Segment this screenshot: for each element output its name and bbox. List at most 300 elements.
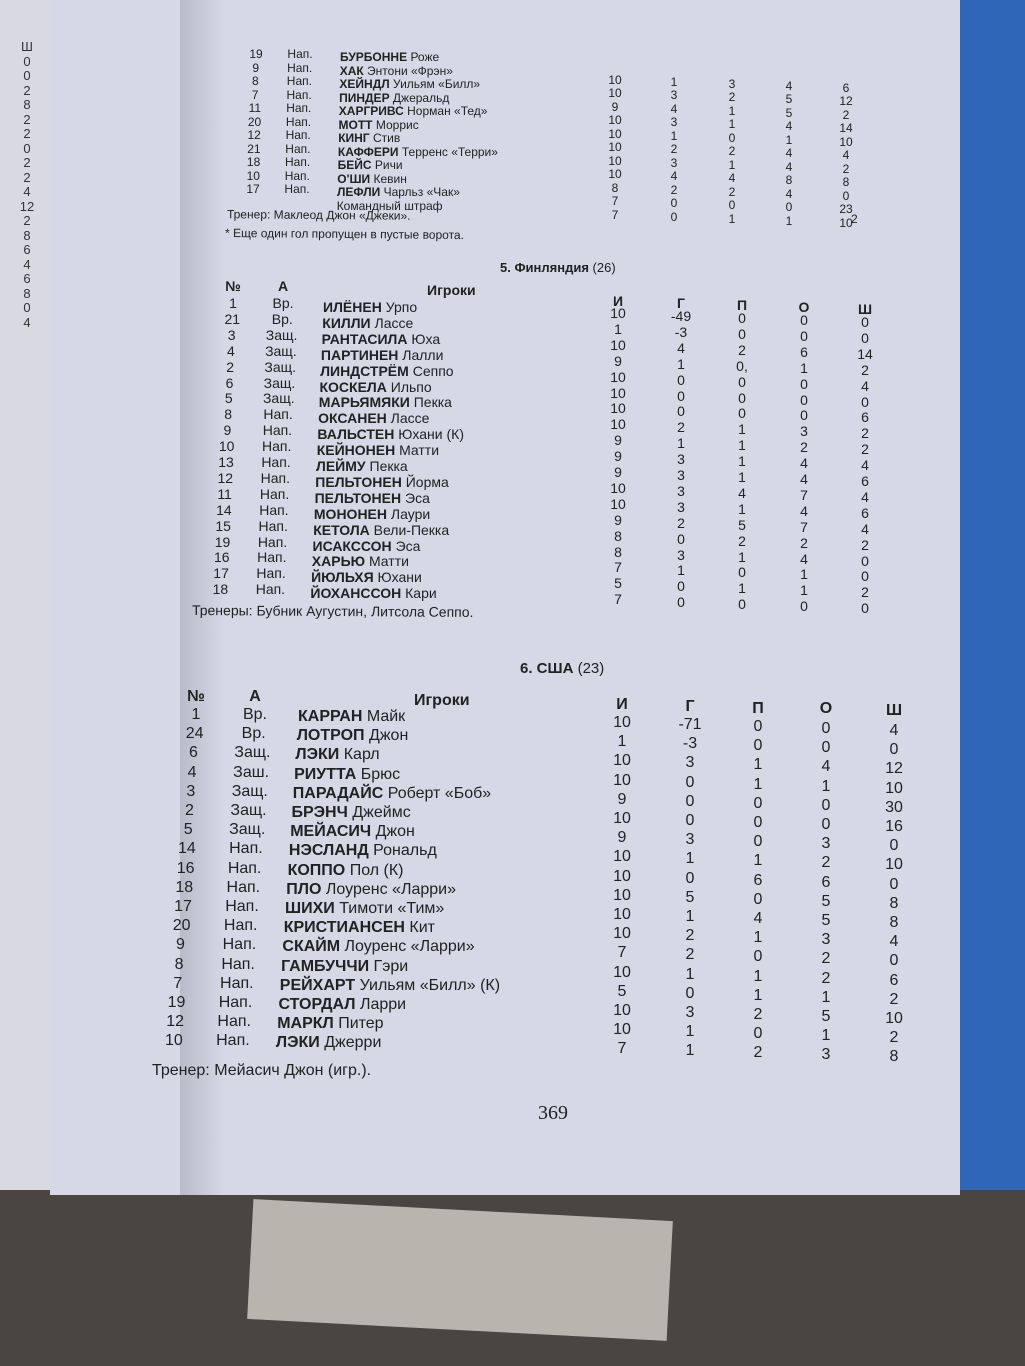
stat-g: 0 bbox=[685, 984, 695, 1002]
stat-o: 4 bbox=[785, 146, 793, 160]
stat-i: 7 bbox=[617, 944, 627, 962]
stat-i: 5 bbox=[617, 982, 627, 1000]
col-no-header: № bbox=[187, 688, 205, 705]
player-surname: БУРБОННЕ bbox=[340, 50, 408, 64]
stat-p: 2 bbox=[738, 341, 746, 358]
stat-o: 0 bbox=[821, 796, 831, 814]
player-position: Нап. bbox=[287, 60, 313, 75]
stat-p: 3 bbox=[728, 76, 736, 91]
stat-p: 0 bbox=[738, 564, 746, 581]
stat-p: 2 bbox=[728, 144, 736, 158]
stat-p: 0 bbox=[728, 130, 736, 145]
player-number: 11 bbox=[248, 101, 262, 115]
player-number: 5 bbox=[224, 390, 233, 407]
player-position: Нап. bbox=[257, 549, 287, 566]
player-position: Нап. bbox=[259, 485, 290, 502]
player-given-name: Лаури bbox=[390, 505, 431, 522]
col-g-header: Г bbox=[685, 698, 695, 715]
stat-p: 0 bbox=[738, 596, 746, 613]
player-name bbox=[286, 881, 456, 899]
player-position: Нап. bbox=[284, 168, 310, 183]
col-p-header: П bbox=[752, 700, 764, 717]
stat-sh: 0 bbox=[861, 568, 869, 585]
stat-p: 1 bbox=[728, 211, 736, 226]
stat-p: 2 bbox=[738, 532, 746, 549]
stat-p: 0 bbox=[738, 373, 746, 390]
player-number: 24 bbox=[185, 725, 204, 743]
player-position: Нап. bbox=[216, 1032, 250, 1050]
stat-g: 0 bbox=[670, 196, 678, 210]
stat-p: 2 bbox=[753, 1006, 763, 1023]
player-number: 12 bbox=[166, 1013, 185, 1031]
player-number: 20 bbox=[247, 114, 262, 129]
stat-o: 3 bbox=[821, 835, 831, 853]
stat-sh: 23 bbox=[839, 202, 853, 216]
stat-i: 10 bbox=[613, 963, 631, 981]
col-pos-header: А bbox=[277, 278, 289, 294]
stat-g: 0 bbox=[685, 773, 695, 791]
stat-i: 10 bbox=[610, 495, 626, 512]
player-name bbox=[310, 585, 436, 601]
player-surname: МЕЙАСИЧ bbox=[290, 823, 372, 841]
player-name bbox=[293, 785, 491, 803]
player-given-name: Кари bbox=[405, 585, 437, 602]
player-name bbox=[318, 410, 429, 426]
player-number: 18 bbox=[212, 581, 229, 598]
stat-g: 2 bbox=[670, 182, 678, 197]
finland-count: (26) bbox=[592, 260, 616, 275]
stat-o: 1 bbox=[800, 582, 808, 599]
player-given-name: Йорма bbox=[405, 473, 449, 490]
col-o-header: О bbox=[819, 700, 833, 717]
player-surname: ОКСАНЕН bbox=[318, 410, 387, 427]
player-position: Нап. bbox=[285, 114, 312, 129]
stat-i: 10 bbox=[610, 368, 626, 385]
col-g-header: Г bbox=[677, 295, 685, 311]
col-players-header: Игроки bbox=[414, 692, 470, 709]
player-given-name: Лоуренс «Ларри» bbox=[344, 938, 475, 956]
stat-g: 3 bbox=[670, 155, 678, 170]
player-position: Защ. bbox=[265, 326, 298, 343]
player-given-name: Джерри bbox=[324, 1034, 382, 1052]
player-given-name: Лалли bbox=[402, 346, 444, 363]
stat-g: -3 bbox=[674, 323, 688, 340]
player-surname: ПЛО bbox=[286, 880, 322, 898]
left-page-char: 6 bbox=[23, 242, 31, 257]
player-name bbox=[322, 315, 413, 331]
stat-o: 8 bbox=[785, 173, 793, 187]
finland-title-text: 5. Финляндия bbox=[500, 260, 589, 275]
stat-o: 4 bbox=[800, 455, 808, 472]
player-name bbox=[317, 426, 464, 442]
stat-o: 0 bbox=[785, 200, 793, 214]
player-number: 3 bbox=[227, 326, 236, 343]
player-position: Нап. bbox=[255, 581, 286, 598]
left-page-char: 0 bbox=[23, 300, 31, 315]
player-name bbox=[290, 823, 415, 841]
stat-sh: 2 bbox=[861, 441, 869, 458]
stat-o: 1 bbox=[821, 1027, 831, 1045]
player-number: 12 bbox=[217, 469, 234, 486]
stat-p: 4 bbox=[738, 484, 746, 501]
player-number: 5 bbox=[183, 821, 193, 839]
finland-title bbox=[500, 260, 616, 275]
player-given-name: Уильям «Билл» (К) bbox=[359, 976, 501, 994]
player-name bbox=[276, 1034, 382, 1052]
player-name bbox=[320, 363, 453, 379]
player-given-name: Матти bbox=[368, 553, 409, 570]
stat-g: -49 bbox=[670, 308, 692, 324]
stat-g: 0 bbox=[677, 578, 685, 595]
player-surname: ВАЛЬСТЕН bbox=[317, 426, 395, 443]
stat-i: 10 bbox=[613, 848, 631, 866]
stat-sh: 4 bbox=[861, 457, 869, 474]
stat-o: 4 bbox=[785, 78, 793, 93]
stat-o: 7 bbox=[800, 518, 808, 535]
stat-o: 7 bbox=[800, 486, 808, 503]
player-number: 10 bbox=[246, 168, 260, 183]
player-given-name: Урпо bbox=[385, 299, 418, 315]
player-given-name: Рональд bbox=[373, 842, 437, 860]
player-name bbox=[337, 172, 407, 186]
left-page-char: 2 bbox=[23, 169, 31, 185]
player-name bbox=[297, 727, 409, 745]
stat-sh: 0 bbox=[889, 952, 899, 970]
player-number: 21 bbox=[247, 141, 261, 156]
player-position: Нап. bbox=[260, 469, 290, 486]
player-number: 17 bbox=[246, 182, 260, 196]
paper-scrap bbox=[247, 1199, 673, 1341]
stat-sh: 6 bbox=[842, 80, 850, 95]
player-position: Защ. bbox=[230, 802, 267, 819]
left-page-char: 0 bbox=[23, 53, 31, 69]
player-given-name: Лассе bbox=[390, 410, 430, 427]
team4-footnote: * Еще один гол пропущен в пустые ворота. bbox=[224, 225, 465, 243]
stat-i: 10 bbox=[608, 86, 622, 100]
stat-o: 3 bbox=[800, 423, 808, 440]
player-name bbox=[292, 804, 411, 822]
stat-i: 10 bbox=[613, 714, 631, 731]
stat-p: 0 bbox=[738, 389, 746, 406]
player-name bbox=[294, 766, 400, 784]
stat-i: 9 bbox=[617, 790, 627, 808]
stat-g: 0 bbox=[685, 792, 695, 810]
player-name bbox=[321, 347, 444, 363]
player-surname: РЕЙХАРТ bbox=[279, 976, 356, 994]
col-no-header: № bbox=[225, 278, 241, 294]
player-name bbox=[315, 490, 430, 506]
player-surname: КАРРАН bbox=[298, 708, 363, 725]
stat-i: 10 bbox=[613, 771, 631, 789]
player-given-name: Ларри bbox=[359, 996, 407, 1013]
stat-p: 2 bbox=[728, 184, 736, 199]
player-position: Вр. bbox=[242, 706, 267, 723]
player-given-name: Терренс «Терри» bbox=[401, 144, 498, 159]
player-given-name: Норман «Тед» bbox=[407, 104, 488, 118]
stat-p: 0 bbox=[738, 405, 746, 422]
player-surname: НЭСЛАНД bbox=[288, 842, 369, 860]
player-surname: ЙЮЛЬХЯ bbox=[311, 569, 374, 586]
player-number: 8 bbox=[224, 406, 232, 423]
stat-g: 3 bbox=[685, 831, 695, 849]
player-position: Нап. bbox=[227, 859, 262, 877]
left-page-column bbox=[2, 40, 52, 330]
player-position: Защ. bbox=[262, 390, 295, 407]
stat-sh: 6 bbox=[861, 409, 869, 426]
stat-sh: 0 bbox=[861, 314, 869, 330]
player-name bbox=[338, 131, 400, 145]
usa-title bbox=[520, 660, 604, 677]
player-position: Заш. bbox=[233, 763, 270, 781]
stat-i: 10 bbox=[613, 906, 631, 923]
player-number: 18 bbox=[246, 155, 261, 169]
stat-g: 3 bbox=[677, 482, 685, 499]
stat-g: 4 bbox=[670, 101, 678, 116]
player-given-name: Роже bbox=[410, 50, 440, 64]
player-position: Нап. bbox=[262, 422, 293, 439]
player-surname: ПИНДЕР bbox=[339, 90, 390, 105]
stat-i: 10 bbox=[613, 886, 631, 904]
stat-sh: 6 bbox=[861, 473, 869, 489]
player-given-name: Пол (К) bbox=[349, 861, 404, 879]
stat-o: 1 bbox=[785, 132, 793, 147]
stat-sh: 0 bbox=[889, 875, 899, 893]
left-page-char: 4 bbox=[23, 184, 31, 199]
player-given-name: Гэри bbox=[373, 957, 409, 975]
left-page-char: 8 bbox=[23, 285, 31, 301]
player-name bbox=[320, 379, 432, 395]
stat-o: 0 bbox=[821, 816, 831, 833]
player-position: Нап. bbox=[286, 101, 312, 115]
player-position: Защ. bbox=[265, 342, 297, 359]
stat-p: 2 bbox=[753, 1044, 763, 1062]
player-given-name: Чарльз «Чак» bbox=[383, 185, 460, 199]
stat-o: 5 bbox=[785, 92, 793, 106]
player-position: Защ. bbox=[234, 744, 271, 762]
player-given-name: Юхани (К) bbox=[398, 426, 464, 443]
stat-i: 1 bbox=[614, 320, 622, 337]
player-name bbox=[279, 996, 407, 1014]
stat-i: 9 bbox=[611, 99, 619, 114]
stat-sh: 0 bbox=[889, 837, 899, 855]
stat-o: 4 bbox=[800, 550, 808, 567]
stat-g: 0 bbox=[677, 530, 685, 547]
player-position: Нап. bbox=[229, 840, 263, 858]
stat-i: 10 bbox=[610, 400, 626, 417]
stat-sh: 16 bbox=[885, 818, 903, 835]
player-number: 12 bbox=[247, 128, 261, 142]
player-number: 9 bbox=[223, 422, 232, 439]
player-number: 6 bbox=[225, 374, 234, 391]
stat-o: 0 bbox=[800, 312, 808, 328]
player-surname: ХАК bbox=[339, 63, 364, 78]
stat-sh: 8 bbox=[889, 1048, 899, 1066]
stat-g: -3 bbox=[682, 735, 698, 753]
player-name bbox=[284, 919, 435, 937]
player-name bbox=[312, 553, 409, 569]
player-surname: ИЛЁНЕН bbox=[323, 299, 382, 315]
stat-sh: 8 bbox=[889, 894, 899, 912]
player-name bbox=[298, 708, 405, 726]
stat-o: 6 bbox=[800, 343, 808, 360]
stat-o: 0 bbox=[800, 598, 808, 615]
player-position: Нап. bbox=[259, 501, 289, 518]
stat-o: 6 bbox=[821, 873, 831, 891]
stat-g: 1 bbox=[677, 355, 685, 372]
stat-g: 3 bbox=[677, 546, 685, 563]
player-surname: ЛЕФЛИ bbox=[337, 185, 381, 199]
player-name bbox=[339, 104, 488, 118]
stat-sh: 4 bbox=[861, 488, 869, 505]
stat-o: 1 bbox=[821, 777, 831, 795]
player-name bbox=[288, 862, 404, 880]
stat-g: 0 bbox=[670, 209, 678, 224]
player-number: 7 bbox=[251, 87, 259, 102]
player-surname: ШИХИ bbox=[285, 900, 335, 917]
player-surname: КЕЙНОНЕН bbox=[316, 442, 396, 459]
stat-g: 3 bbox=[685, 754, 695, 772]
player-given-name: Командный штраф bbox=[336, 198, 443, 213]
stat-i: 9 bbox=[614, 511, 622, 528]
col-o-header: О bbox=[798, 299, 810, 315]
stat-g: 3 bbox=[670, 115, 678, 129]
stat-g: 0 bbox=[685, 869, 695, 887]
player-name bbox=[339, 118, 419, 132]
player-name bbox=[280, 977, 500, 995]
player-surname: ЛЭКИ bbox=[295, 746, 340, 764]
player-number: 9 bbox=[252, 60, 260, 75]
player-number: 9 bbox=[175, 936, 185, 954]
player-number: 14 bbox=[216, 501, 232, 518]
stat-o: 0 bbox=[800, 375, 808, 392]
player-number: 6 bbox=[188, 744, 198, 762]
left-page-char: 8 bbox=[23, 227, 31, 243]
player-surname: БЕЙС bbox=[337, 158, 372, 172]
player-surname: ЛЭКИ bbox=[275, 1034, 320, 1052]
player-given-name: Юха bbox=[411, 330, 441, 347]
stat-sh: 0 bbox=[842, 188, 850, 203]
stat-i: 9 bbox=[614, 448, 622, 465]
left-page-char: 8 bbox=[23, 97, 31, 112]
stat-sh: 8 bbox=[842, 175, 850, 189]
stat-p: 1 bbox=[753, 756, 763, 774]
player-given-name: Матти bbox=[399, 442, 440, 459]
stat-o: 5 bbox=[821, 1008, 831, 1025]
player-position: Вр. bbox=[272, 295, 294, 311]
stat-o: 3 bbox=[821, 1046, 831, 1064]
stat-i: 7 bbox=[614, 591, 622, 608]
stat-o: 0 bbox=[800, 391, 808, 408]
col-i-header: И bbox=[612, 293, 624, 309]
stat-o: 1 bbox=[800, 566, 808, 583]
left-page-char: 0 bbox=[23, 140, 31, 156]
player-given-name: Лассе bbox=[374, 314, 414, 331]
stat-p: 2 bbox=[728, 90, 736, 104]
col-i-header: И bbox=[616, 696, 628, 713]
stat-sh: 2 bbox=[842, 107, 850, 122]
col-pos-header: А bbox=[249, 688, 261, 705]
player-position: Нап. bbox=[261, 454, 291, 470]
usa-count: (23) bbox=[577, 660, 605, 677]
stat-sh: 2 bbox=[889, 1029, 899, 1047]
stat-p: 0 bbox=[753, 890, 763, 908]
stat-g: 2 bbox=[685, 927, 695, 945]
stat-o: 4 bbox=[800, 471, 808, 487]
team4-extra-penalty: 2 bbox=[851, 212, 858, 226]
stat-p: 0 bbox=[753, 814, 763, 831]
stat-o: 4 bbox=[785, 159, 793, 174]
player-position: Нап. bbox=[258, 517, 288, 534]
stat-i: 10 bbox=[608, 153, 622, 168]
left-page-char: 12 bbox=[19, 198, 35, 214]
stat-i: 10 bbox=[613, 1021, 631, 1039]
player-position: Нап. bbox=[217, 1013, 251, 1031]
stat-sh: 10 bbox=[885, 779, 903, 797]
player-number: 3 bbox=[186, 782, 196, 800]
stat-sh: 12 bbox=[885, 760, 903, 778]
player-surname: ЛОТРОП bbox=[296, 727, 365, 745]
player-surname: КИЛЛИ bbox=[322, 314, 371, 331]
player-number: 7 bbox=[173, 974, 183, 992]
stat-o: 1 bbox=[821, 988, 831, 1006]
stat-p: 0 bbox=[753, 737, 763, 755]
stat-sh: 2 bbox=[889, 990, 899, 1008]
stat-i: 9 bbox=[614, 432, 622, 449]
player-number: 19 bbox=[214, 533, 231, 550]
stat-g: 3 bbox=[677, 467, 685, 483]
player-surname: КАФФЕРИ bbox=[337, 144, 399, 159]
stat-sh: 2 bbox=[861, 584, 869, 601]
stat-i: 7 bbox=[611, 194, 619, 208]
player-number: 10 bbox=[164, 1032, 183, 1050]
player-name bbox=[285, 900, 444, 918]
player-name bbox=[313, 522, 449, 538]
player-surname: ПЕЛЬТОНЕН bbox=[315, 473, 402, 490]
player-position: Защ. bbox=[231, 782, 268, 800]
stat-sh: 2 bbox=[861, 425, 869, 442]
player-number: 21 bbox=[224, 310, 241, 327]
player-name bbox=[315, 474, 448, 490]
player-name bbox=[311, 569, 422, 585]
stat-i: 10 bbox=[608, 140, 622, 154]
usa-coach: Тренер: Мейасич Джон (игр.). bbox=[152, 1062, 372, 1079]
player-surname: ЛЕЙМУ bbox=[316, 458, 366, 474]
stat-p: 0 bbox=[738, 325, 746, 342]
stat-p: 0 bbox=[753, 948, 763, 966]
stat-o: 0 bbox=[821, 739, 831, 757]
stat-i: 10 bbox=[610, 479, 626, 496]
player-number: 19 bbox=[167, 994, 186, 1011]
stat-g: 2 bbox=[677, 419, 685, 436]
stat-p: 1 bbox=[738, 548, 746, 565]
stat-o: 5 bbox=[821, 912, 831, 929]
player-position: Нап. bbox=[222, 936, 257, 954]
player-number: 17 bbox=[213, 565, 229, 582]
stat-i: 10 bbox=[613, 810, 631, 827]
stat-o: 2 bbox=[821, 969, 831, 987]
stat-sh: 4 bbox=[889, 933, 899, 951]
stat-i: 8 bbox=[614, 543, 622, 560]
player-position: Вр. bbox=[271, 310, 293, 327]
player-surname: БРЭНЧ bbox=[291, 804, 348, 821]
left-page-char: 2 bbox=[23, 82, 31, 98]
stat-sh: 2 bbox=[842, 161, 850, 176]
player-given-name: Лоуренс «Ларри» bbox=[325, 880, 456, 898]
player-given-name: Джеймс bbox=[352, 804, 411, 821]
stat-g: 1 bbox=[685, 908, 695, 925]
stat-sh: 6 bbox=[861, 504, 869, 521]
stat-g: 0 bbox=[677, 371, 685, 388]
